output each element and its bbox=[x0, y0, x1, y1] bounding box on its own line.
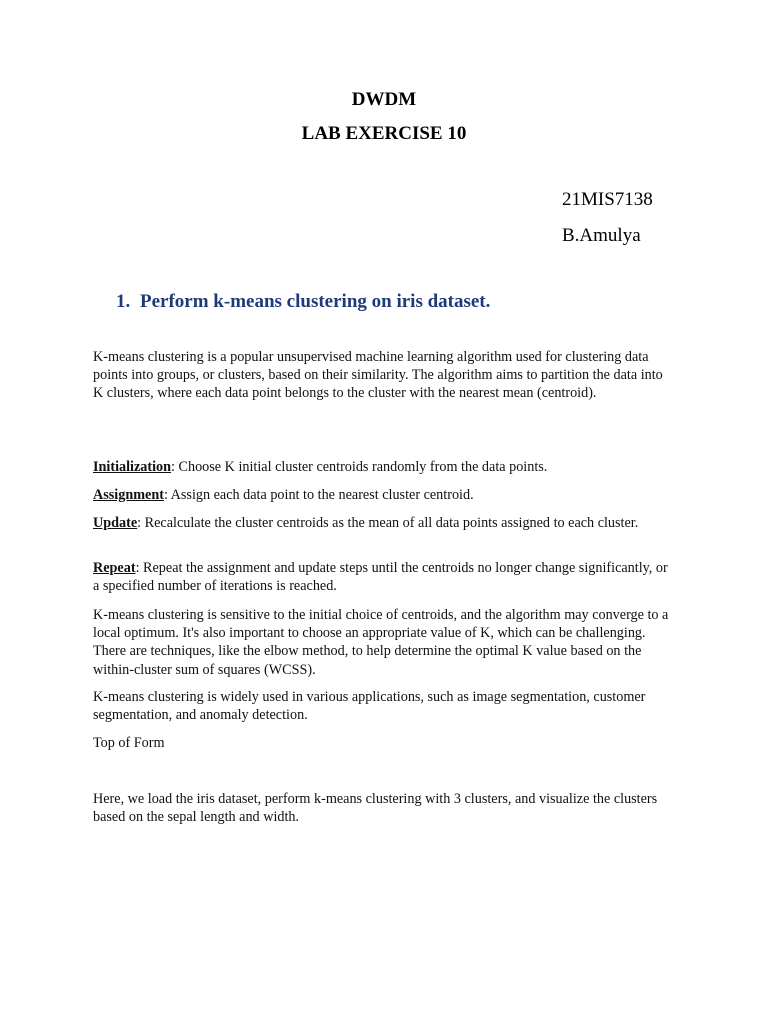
document-title: DWDM bbox=[351, 89, 417, 110]
student-id: 21MIS7138 bbox=[562, 189, 653, 210]
step-assignment bbox=[93, 486, 673, 504]
step-update bbox=[93, 514, 673, 532]
section-heading-text: Perform k-means clustering on iris dataset. bbox=[140, 291, 491, 312]
step-initialization bbox=[93, 458, 673, 476]
section-number: 1. bbox=[116, 291, 131, 312]
document-subtitle: LAB EXERCISE 10 bbox=[301, 123, 467, 144]
step-repeat bbox=[93, 559, 673, 595]
section-heading bbox=[116, 291, 490, 313]
step-term: Initialization bbox=[93, 459, 172, 475]
step-text: : Recalculate the cluster centroids as the mean of all data points assigned to each cluster. bbox=[137, 515, 639, 531]
sensitivity-paragraph: K-means clustering is sensitive to the initial choice of centroids, and the algorithm may converge to a local optimum. It's also important to choose an appropriate value of K, which can be challenging. There are techniques, like the elbow method, to help determine the optimal K value based on the within-cluster sum of squares (WCSS). bbox=[93, 607, 669, 678]
applications-paragraph: K-means clustering is widely used in various applications, such as image segmentation, customer segmentation, and anomaly detection. bbox=[93, 689, 646, 724]
step-term: Repeat bbox=[93, 560, 136, 576]
closing-paragraph: Here, we load the iris dataset, perform k-means clustering with 3 clusters, and visualize the clusters based on the sepal length and width. bbox=[93, 791, 658, 826]
step-text: : Choose K initial cluster centroids randomly from the data points. bbox=[171, 459, 548, 475]
step-text: : Assign each data point to the nearest cluster centroid. bbox=[163, 487, 474, 503]
step-term: Update bbox=[93, 515, 138, 531]
student-name: B.Amulya bbox=[562, 225, 641, 246]
step-text: : Repeat the assignment and update steps until the centroids no longer change significantly, or a specified number of iterations is reached. bbox=[93, 560, 668, 595]
intro-paragraph: K-means clustering is a popular unsupervised machine learning algorithm used for clustering data points into groups, or clusters, based on their similarity. The algorithm aims to partition the data into K clusters, where each data point belongs to the cluster with the nearest mean (centroid). bbox=[93, 349, 663, 402]
step-term: Assignment bbox=[93, 487, 164, 503]
top-of-form-label: Top of Form bbox=[93, 735, 165, 751]
